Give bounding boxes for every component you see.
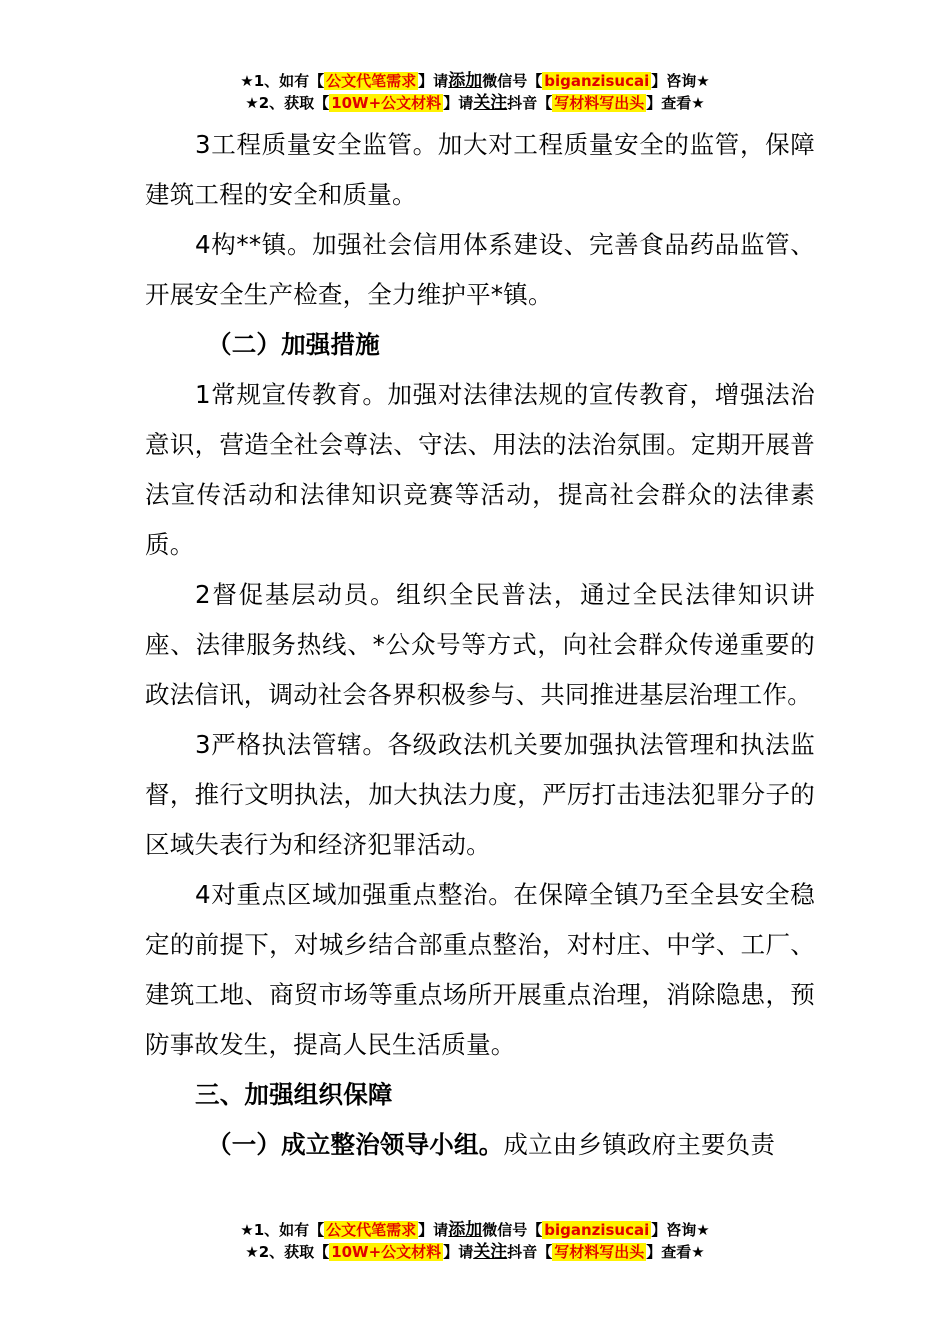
banner-line-1-bottom: ★1、如有【 公文代笔需求 】请添加微信号【 biganzisucai 】咨询★ [240,1220,710,1240]
paragraph-leadership-group: （一）成立整治领导小组。成立由乡镇政府主要负责 [207,1130,776,1159]
banner-line-1: ★1、如有【 公文代笔需求 】请添加微信号【 biganzisucai 】咨询★ [240,71,710,91]
paragraph-publicity-education: 1常规宣传教育。加强对法律法规的宣传教育，增强法治意识，营造全社会尊法、守法、用法的法治氛围。定期开展普法宣传活动和法律知识竞赛等活动，提高社会群众的法律素质。 [145,380,815,559]
top-banner [0,70,950,114]
banner-line-2-bottom: ★2、获取【 10W+公文材料 】请关注抖音【 写材料写出头 】查看★ [245,1242,705,1262]
paragraph-town-building: 4构**镇。加强社会信用体系建设、完善食品药品监管、开展安全生产检查，全力维护平*镇。 [145,230,815,309]
banner-highlight-wechat-id-bottom: biganzisucai [544,1221,650,1239]
banner-highlight-douyin-bottom: 写材料写出头 [554,1243,645,1261]
paragraph-engineering-safety: 3工程质量安全监管。加大对工程质量安全的监管，保障建筑工程的安全和质量。 [145,130,815,209]
banner-highlight-service: 公文代笔需求 [326,72,417,90]
banner-highlight-wechat-id: biganzisucai [544,72,650,90]
banner-line-2: ★2、获取【 10W+公文材料 】请关注抖音【 写材料写出头 】查看★ [245,93,705,113]
heading-strengthen-measures: （二）加强措施 [207,330,380,359]
banner-highlight-douyin: 写材料写出头 [554,94,645,112]
banner-highlight-materials-bottom: 10W+公文材料 [331,1243,442,1261]
paragraph-leadership-lead: （一）成立整治领导小组。 [207,1130,504,1159]
banner-highlight-service-bottom: 公文代笔需求 [326,1221,417,1239]
paragraph-key-area-rectification: 4对重点区域加强重点整治。在保障全镇乃至全县安全稳定的前提下，对城乡结合部重点整治，对村庄、中学、工厂、建筑工地、商贸市场等重点场所开展重点治理，消除隐患，预防事故发生，提高人民生活质量。 [145,880,815,1059]
banner-highlight-materials: 10W+公文材料 [331,94,442,112]
paragraph-strict-enforcement: 3严格执法管辖。各级政法机关要加强执法管理和执法监督，推行文明执法，加大执法力度，严厉打击违法犯罪分子的区域失表行为和经济犯罪活动。 [145,730,815,859]
heading-organization-guarantee: 三、加强组织保障 [195,1080,393,1109]
bottom-banner [0,1219,950,1263]
paragraph-grassroots-mobilization: 2督促基层动员。组织全民普法，通过全民法律知识讲座、法律服务热线、*公众号等方式，向社会群众传递重要的政法信讯，调动社会各界积极参与、共同推进基层治理工作。 [145,580,815,709]
document-body [145,120,815,1170]
